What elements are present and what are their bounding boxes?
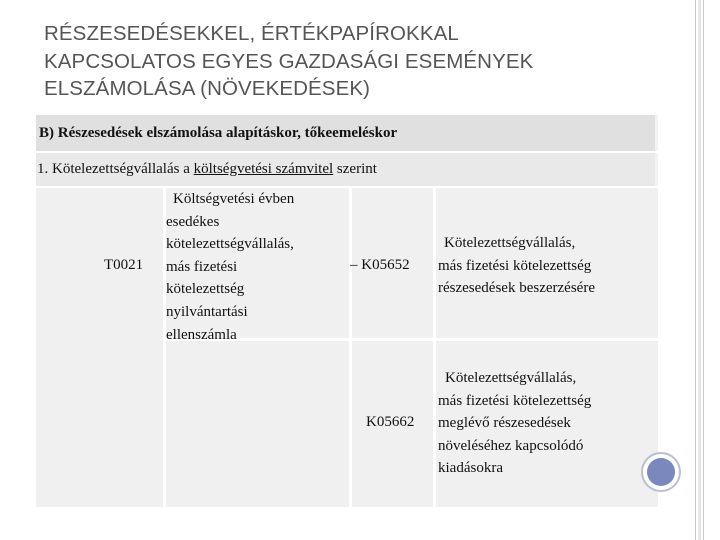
debit-desc-line: Költségvetési évben [173, 191, 295, 207]
credit-desc-line: Kötelezettségvállalás, [444, 235, 576, 251]
credit-desc-line: más fizetési kötelezettség [438, 257, 592, 274]
section-subheading [36, 153, 658, 186]
title-line-3: ELSZÁMOLÁSA (NÖVEKEDÉSEK) [44, 77, 371, 100]
debit-desc-line: nyilvántartási [166, 303, 248, 320]
subheading-underlined: költségvetési számvitel [193, 161, 334, 177]
title-line-2: KAPCSOLATOS EGYES GAZDASÁGI ESEMÉNYEK [44, 49, 534, 73]
table-divider-3 [433, 188, 436, 507]
decorative-circle-fill [647, 458, 675, 486]
credit-account-code-2: K05662 [366, 414, 415, 430]
slide-title [44, 20, 664, 103]
credit-account-description-1 [438, 232, 668, 300]
credit-account-description-2 [438, 367, 668, 480]
credit-desc-line: Kötelezettségvállalás, [445, 370, 577, 386]
debit-desc-line: más fizetési [166, 258, 238, 275]
debit-account-description [166, 188, 356, 346]
credit-desc-line: növeléséhez kapcsolódó [438, 437, 584, 454]
debit-desc-line: kötelezettség [166, 281, 245, 298]
debit-account-code: T0021 [104, 257, 144, 273]
debit-desc-line: ellenszámla [166, 326, 237, 343]
title-line-1: RÉSZESEDÉSEKKEL, ÉRTÉKPAPÍROKKAL [44, 22, 459, 45]
slide-edge-decoration [698, 0, 701, 540]
subheading-prefix: 1. Kötelezettségvállalás a [37, 161, 194, 177]
slide-edge-line-inner [703, 0, 704, 540]
decorative-circle [641, 452, 681, 492]
slide-edge-line-outer [695, 0, 696, 540]
credit-account-code-1: – K05652 [350, 257, 410, 273]
subheading-suffix: szerint [333, 161, 377, 177]
credit-desc-line: részesedések beszerzésére [438, 280, 595, 297]
credit-desc-line: kiadásokra [438, 460, 503, 477]
section-heading: B) Részesedések elszámolása alapításkor, tőkeemeléskor [36, 115, 658, 151]
debit-desc-line: esedékes [166, 213, 220, 230]
credit-desc-line: meglévő részesedések [438, 415, 571, 432]
credit-desc-line: más fizetési kötelezettség [438, 392, 592, 409]
debit-desc-line: kötelezettségvállalás, [166, 236, 294, 253]
